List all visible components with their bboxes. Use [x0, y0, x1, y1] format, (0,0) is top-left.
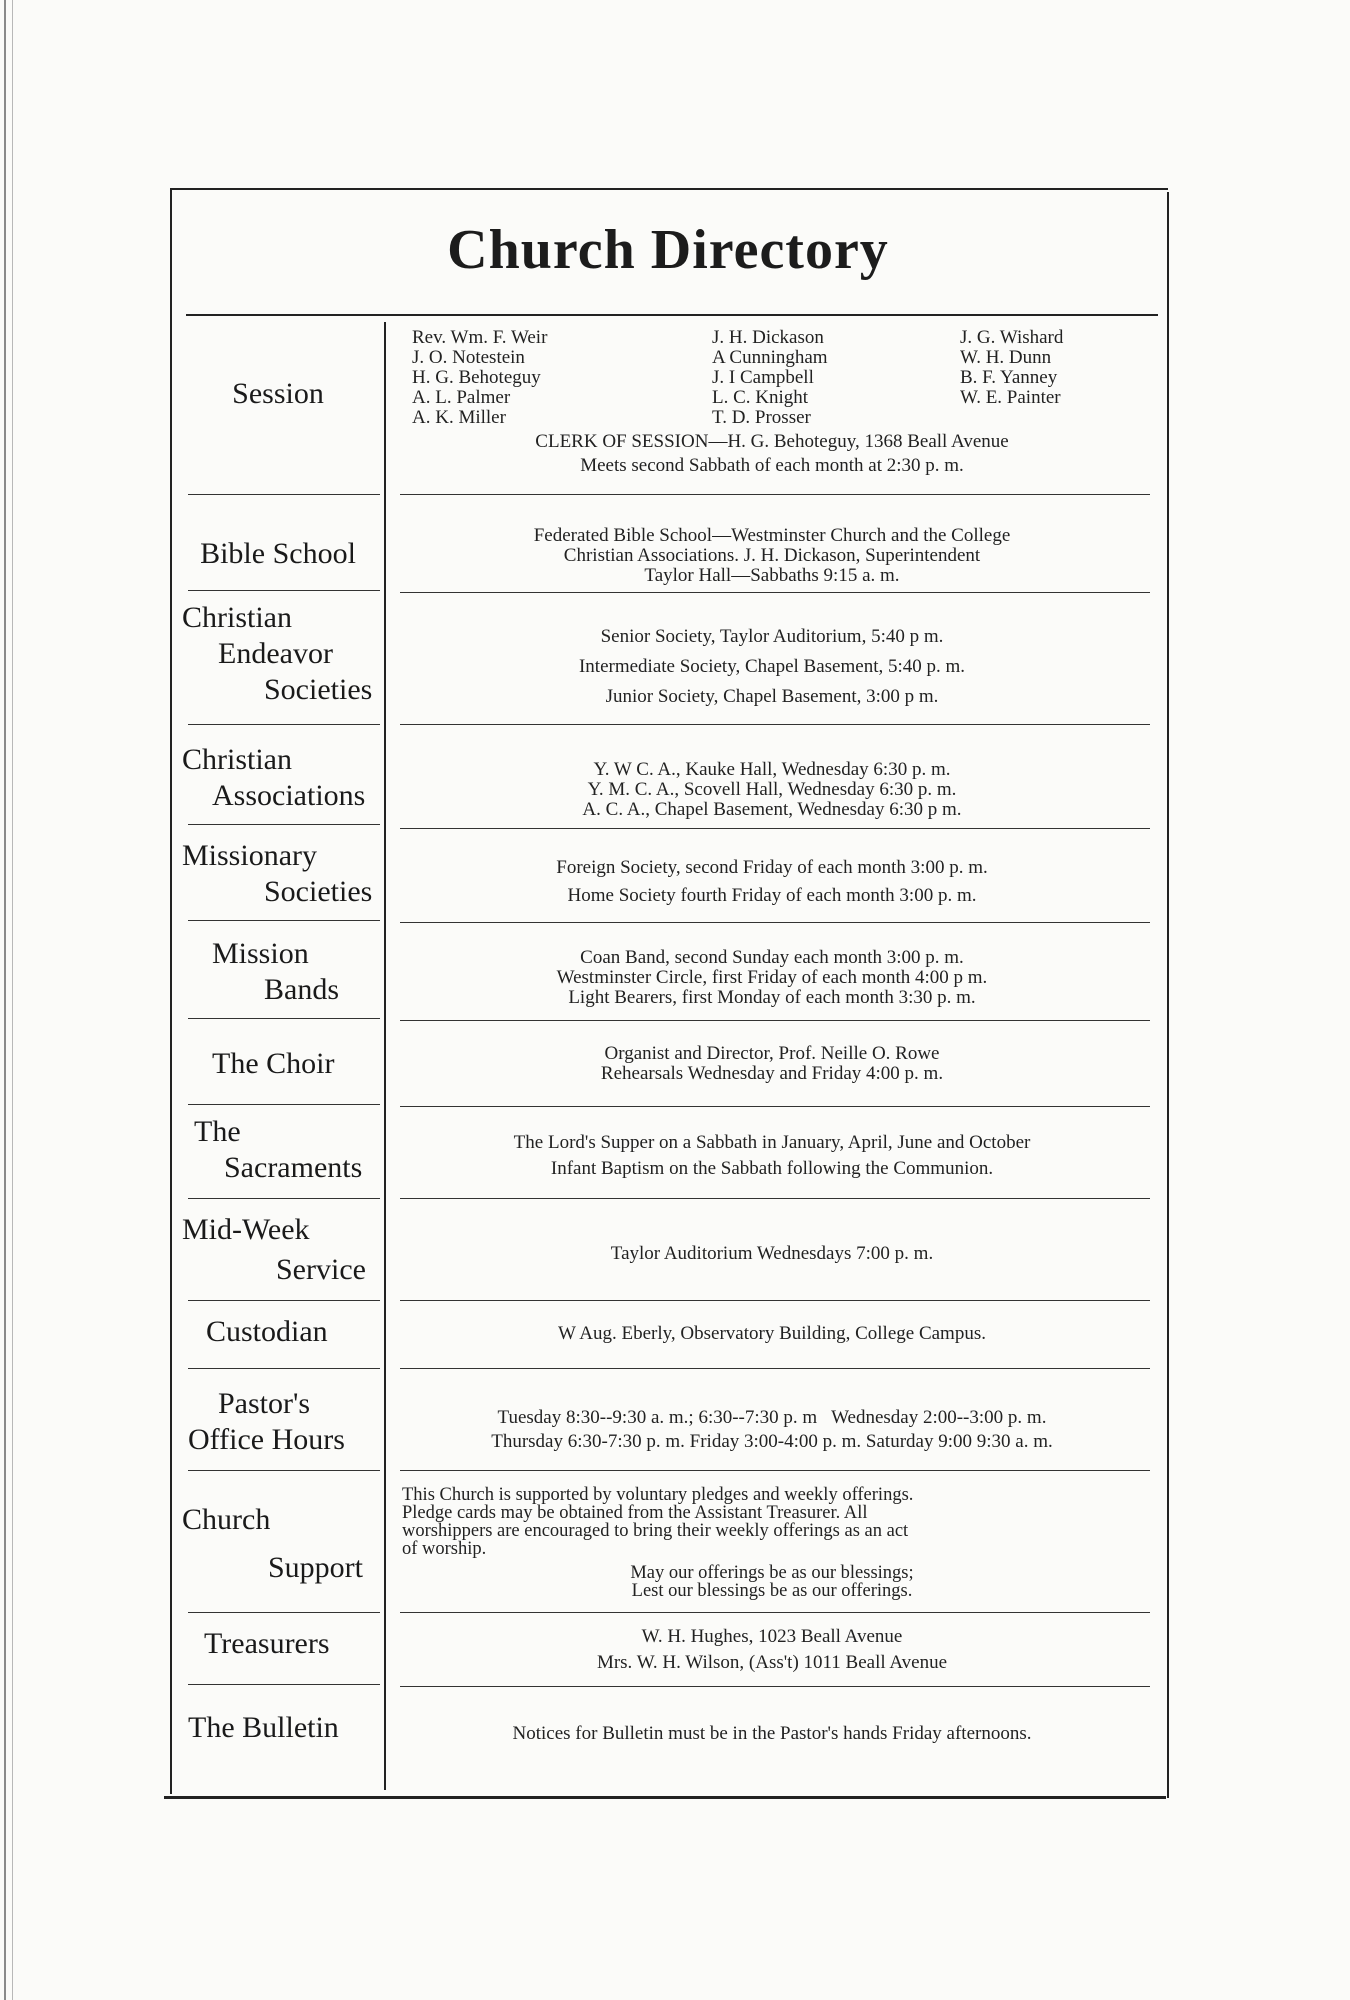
page-title: Church Directory — [447, 219, 889, 281]
body-line: The Lord's Supper on a Sabbath in January, April, June and October — [513, 1132, 1031, 1153]
section-label — [178, 1626, 378, 1662]
member-name: J. G. Wishard — [960, 327, 1064, 348]
row-divider-right — [400, 592, 1150, 593]
label-line: Session — [232, 377, 324, 410]
body-line: Federated Bible School—Westminster Church and the College — [533, 525, 1011, 546]
body-line: of worship. — [402, 1539, 487, 1559]
member-name: H. G. Behoteguy — [412, 367, 541, 388]
body-line: Meets second Sabbath of each month at 2:30 p. m. — [580, 455, 964, 476]
section-body — [402, 1044, 1142, 1084]
member-name: L. C. Knight — [712, 387, 809, 408]
member-name: B. F. Yanney — [960, 367, 1058, 388]
label-line: Societies — [264, 673, 373, 706]
row-divider-right — [400, 1198, 1150, 1199]
body-line: Coan Band, second Sunday each month 3:00 p. m. — [580, 947, 964, 968]
row-divider-left — [188, 1470, 380, 1471]
label-line: Treasurers — [204, 1627, 330, 1660]
body-line: May our offerings be as our blessings; — [630, 1563, 914, 1583]
label-line: Church — [182, 1503, 271, 1536]
body-line: Foreign Society, second Friday of each month 3:00 p. m. — [556, 857, 988, 878]
member-name: A. K. Miller — [412, 407, 506, 428]
column-divider — [384, 322, 386, 1790]
row-divider-right — [400, 724, 1150, 725]
section-body — [402, 1624, 1142, 1676]
label-line: Endeavor — [218, 637, 333, 670]
page-edge — [4, 0, 6, 2000]
body-line: Christian Associations. J. H. Dickason, Superintendent — [563, 545, 981, 566]
label-line: Societies — [264, 875, 373, 908]
row-divider-left — [188, 1198, 380, 1199]
row-divider-right — [400, 1470, 1150, 1471]
row-divider-left — [188, 824, 380, 825]
section-label — [178, 742, 378, 814]
member-name: W. H. Dunn — [960, 347, 1052, 368]
member-name — [960, 408, 1140, 428]
body-line: Westminster Circle, first Friday of each month 4:00 p m. — [556, 967, 988, 988]
body-line: Taylor Auditorium Wednesdays 7:00 p. m. — [610, 1243, 934, 1264]
body-line: Tuesday 8:30--9:30 a. m.; 6:30--7:30 p. m Wednesday 2:00--3:00 p. m. — [497, 1407, 1047, 1428]
label-line: Christian — [182, 601, 292, 634]
section-label — [178, 1046, 378, 1082]
body-line: Organist and Director, Prof. Neille O. Rowe — [604, 1043, 940, 1064]
section-label — [178, 1212, 378, 1288]
member-name: J. I Campbell — [712, 367, 814, 388]
row-divider-right — [400, 1106, 1150, 1107]
member-name: T. D. Prosser — [712, 407, 811, 428]
body-line: Home Society fourth Friday of each month 3:00 p. m. — [567, 885, 977, 906]
row-divider-right — [400, 828, 1150, 829]
row-divider-left — [188, 1018, 380, 1019]
section-body — [402, 622, 1142, 712]
body-line: Mrs. W. H. Wilson, (Ass't) 1011 Beall Avenue — [596, 1652, 948, 1673]
label-line: Pastor's — [218, 1387, 311, 1420]
border-bottom — [164, 1796, 1166, 1799]
section-label — [178, 1710, 378, 1746]
label-line: Mid-Week — [182, 1213, 310, 1246]
row-divider-left — [188, 494, 380, 495]
row-divider-right — [400, 1368, 1150, 1369]
body-line: A. C. A., Chapel Basement, Wednesday 6:30 p m. — [582, 799, 962, 820]
row-divider-left — [188, 1612, 380, 1613]
section-body — [402, 526, 1142, 586]
row-divider-right — [400, 1686, 1150, 1687]
section-label — [178, 1502, 378, 1586]
border-right — [1167, 192, 1169, 1798]
body-line: Taylor Hall—Sabbaths 9:15 a. m. — [644, 565, 900, 586]
section-body — [402, 1486, 1142, 1600]
row-divider-left — [188, 1104, 380, 1105]
label-line: Office Hours — [188, 1423, 345, 1456]
section-label — [178, 838, 378, 910]
row-divider-right — [400, 922, 1150, 923]
section-body — [402, 1130, 1142, 1182]
body-line: Lest our blessings be as our offerings. — [631, 1581, 913, 1601]
row-divider-right — [400, 1300, 1150, 1301]
body-line: Pledge cards may be obtained from the Assistant Treasurer. All — [402, 1503, 868, 1523]
label-line: Missionary — [182, 839, 317, 872]
row-divider-right — [400, 494, 1150, 495]
member-name: A Cunningham — [712, 347, 828, 368]
section-body — [402, 1406, 1142, 1454]
label-line: Custodian — [206, 1315, 328, 1348]
member-name: A. L. Palmer — [412, 387, 511, 408]
label-line: Mission — [212, 937, 309, 970]
section-label — [178, 376, 378, 412]
member-name: Rev. Wm. F. Weir — [412, 327, 548, 348]
body-line: Intermediate Society, Chapel Basement, 5:40 p. m. — [578, 656, 966, 677]
section-body — [402, 328, 1142, 476]
body-line: This Church is supported by voluntary pledges and weekly offerings. — [402, 1485, 914, 1505]
section-body — [402, 948, 1142, 1008]
body-line: Senior Society, Taylor Auditorium, 5:40 p m. — [600, 626, 944, 647]
member-name: J. O. Notestein — [412, 347, 525, 368]
label-line: Christian — [182, 743, 292, 776]
section-label — [178, 1386, 378, 1458]
section-body — [402, 1724, 1142, 1744]
body-line: Rehearsals Wednesday and Friday 4:00 p. m. — [600, 1063, 944, 1084]
row-divider-right — [400, 1020, 1150, 1021]
label-line: Bible School — [200, 537, 356, 570]
label-line: Bands — [264, 973, 339, 1006]
body-line: W. H. Hughes, 1023 Beall Avenue — [641, 1626, 903, 1647]
body-line: Y. M. C. A., Scovell Hall, Wednesday 6:30 p. m. — [587, 779, 957, 800]
row-divider-left — [188, 724, 380, 725]
section-label — [178, 1114, 378, 1186]
label-line: The — [194, 1115, 241, 1148]
title-divider — [186, 314, 1158, 316]
section-body — [402, 854, 1142, 910]
row-divider-left — [188, 1368, 380, 1369]
member-name: W. E. Painter — [960, 387, 1061, 408]
section-label — [178, 936, 378, 1008]
label-line: The Choir — [212, 1047, 335, 1080]
church-directory — [170, 188, 1164, 1794]
section-body — [402, 1324, 1142, 1344]
label-line: Sacraments — [224, 1151, 363, 1184]
label-line: Support — [268, 1551, 364, 1584]
body-line: Y. W C. A., Kauke Hall, Wednesday 6:30 p. m. — [593, 759, 951, 780]
body-line: worshippers are encouraged to bring their weekly offerings as an act — [402, 1521, 909, 1541]
row-divider-left — [188, 920, 380, 921]
section-label — [178, 600, 378, 708]
row-divider-left — [188, 1684, 380, 1685]
section-label — [178, 536, 378, 572]
body-line: Light Bearers, first Monday of each month 3:30 p. m. — [568, 987, 976, 1008]
body-line: Infant Baptism on the Sabbath following the Communion. — [550, 1158, 994, 1179]
label-line: The Bulletin — [188, 1711, 339, 1744]
body-line: W Aug. Eberly, Observatory Building, College Campus. — [558, 1323, 986, 1344]
body-line: Junior Society, Chapel Basement, 3:00 p m. — [605, 686, 939, 707]
label-line: Associations — [212, 779, 366, 812]
body-line: Thursday 6:30-7:30 p. m. Friday 3:00-4:00 p. m. Saturday 9:00 9:30 a. m. — [491, 1431, 1053, 1452]
section-body — [402, 1244, 1142, 1264]
body-line: Notices for Bulletin must be in the Pastor's hands Friday afternoons. — [512, 1723, 1032, 1744]
row-divider-left — [188, 1300, 380, 1301]
row-divider-right — [400, 1612, 1150, 1613]
row-divider-left — [188, 590, 380, 591]
session-members — [412, 328, 1142, 428]
page-edge-inner — [12, 0, 13, 2000]
label-line: Service — [276, 1253, 366, 1286]
section-label — [178, 1314, 378, 1350]
body-line: CLERK OF SESSION—H. G. Behoteguy, 1368 Beall Avenue — [535, 431, 1009, 452]
member-name: J. H. Dickason — [712, 327, 824, 348]
section-body — [402, 760, 1142, 820]
